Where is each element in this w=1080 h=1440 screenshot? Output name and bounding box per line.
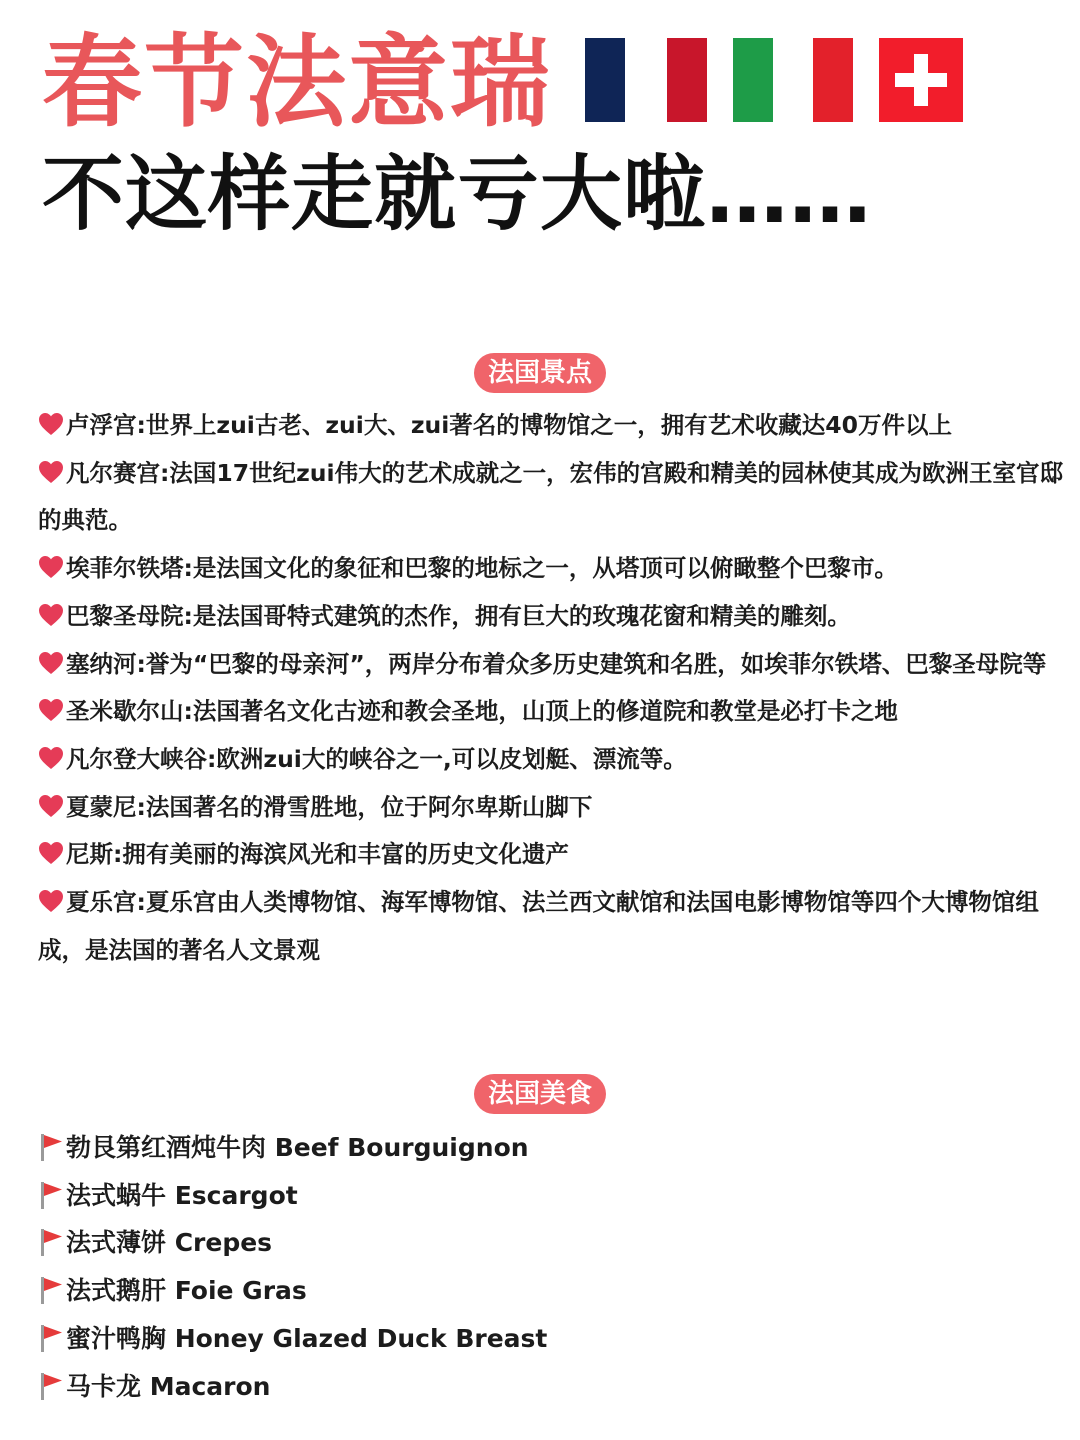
heart-icon	[38, 412, 64, 436]
list-item: 法式蜗牛 Escargot	[38, 1172, 1068, 1220]
list-item: 法式薄饼 Crepes	[38, 1219, 1068, 1267]
italy-flag-icon-green	[733, 38, 773, 122]
red-flag-icon	[38, 1372, 64, 1400]
list-item: 蜜汁鸭胸 Honey Glazed Duck Breast	[38, 1315, 1068, 1363]
red-flag-icon	[38, 1181, 64, 1209]
heart-icon	[38, 603, 64, 627]
heart-icon	[38, 698, 64, 722]
heart-icon	[38, 794, 64, 818]
red-flag-icon	[38, 1133, 64, 1161]
list-item: 巴黎圣母院:是法国哥特式建筑的杰作，拥有巨大的玫瑰花窗和精美的雕刻。	[38, 593, 1068, 641]
italy-flag-icon-red	[813, 38, 853, 122]
list-item: 凡尔赛宫:法国17世纪zui伟大的艺术成就之一，宏伟的宫殿和精美的园林使其成为欧洲王室官邸的典范。	[38, 458, 1064, 535]
flags-group	[585, 38, 965, 122]
france-flag-icon-blue	[585, 38, 625, 122]
title-row	[42, 24, 552, 141]
page-subtitle: 不这样走就亏大啦……	[42, 147, 873, 242]
france-flag-icon-red	[667, 38, 707, 122]
switzerland-flag-icon	[879, 38, 963, 122]
page-title: 春节法意瑞	[42, 24, 552, 141]
heart-icon	[38, 746, 64, 770]
red-flag-icon	[38, 1276, 64, 1304]
section-tag-food: 法国美食	[474, 1074, 606, 1114]
list-item: 法式鹅肝 Foie Gras	[38, 1267, 1068, 1315]
list-item: 夏蒙尼:法国著名的滑雪胜地，位于阿尔卑斯山脚下	[38, 784, 1068, 832]
heart-icon	[38, 889, 64, 913]
list-item: 勃艮第红酒炖牛肉 Beef Bourguignon	[38, 1124, 1068, 1172]
heart-icon	[38, 651, 64, 675]
red-flag-icon	[38, 1324, 64, 1352]
heart-icon	[38, 460, 64, 484]
list-item: 尼斯:拥有美丽的海滨风光和丰富的历史文化遗产	[38, 831, 1068, 879]
list-item: 圣米歇尔山:法国著名文化古迹和教会圣地，山顶上的修道院和教堂是必打卡之地	[38, 688, 1068, 736]
section-tag-attractions: 法国景点	[474, 353, 606, 393]
food-list	[38, 1124, 1068, 1410]
heart-icon	[38, 841, 64, 865]
list-item: 马卡龙 Macaron	[38, 1363, 1068, 1411]
list-item: 凡尔登大峡谷:欧洲zui大的峡谷之一,可以皮划艇、漂流等。	[38, 736, 1068, 784]
list-item: 埃菲尔铁塔:是法国文化的象征和巴黎的地标之一，从塔顶可以俯瞰整个巴黎市。	[38, 545, 1068, 593]
attractions-list	[38, 402, 1068, 974]
list-item: 卢浮宫:世界上zui古老、zui大、zui著名的博物馆之一，拥有艺术收藏达40万件以上	[38, 402, 1068, 450]
heart-icon	[38, 555, 64, 579]
list-item: 夏乐宫:夏乐宫由人类博物馆、海军博物馆、法兰西文献馆和法国电影博物馆等四个大博物馆组成，是法国的著名人文景观	[38, 888, 1039, 964]
list-item: 塞纳河:誉为“巴黎的母亲河”，两岸分布着众多历史建筑和名胜，如埃菲尔铁塔、巴黎圣母院等	[38, 641, 1068, 689]
red-flag-icon	[38, 1228, 64, 1256]
